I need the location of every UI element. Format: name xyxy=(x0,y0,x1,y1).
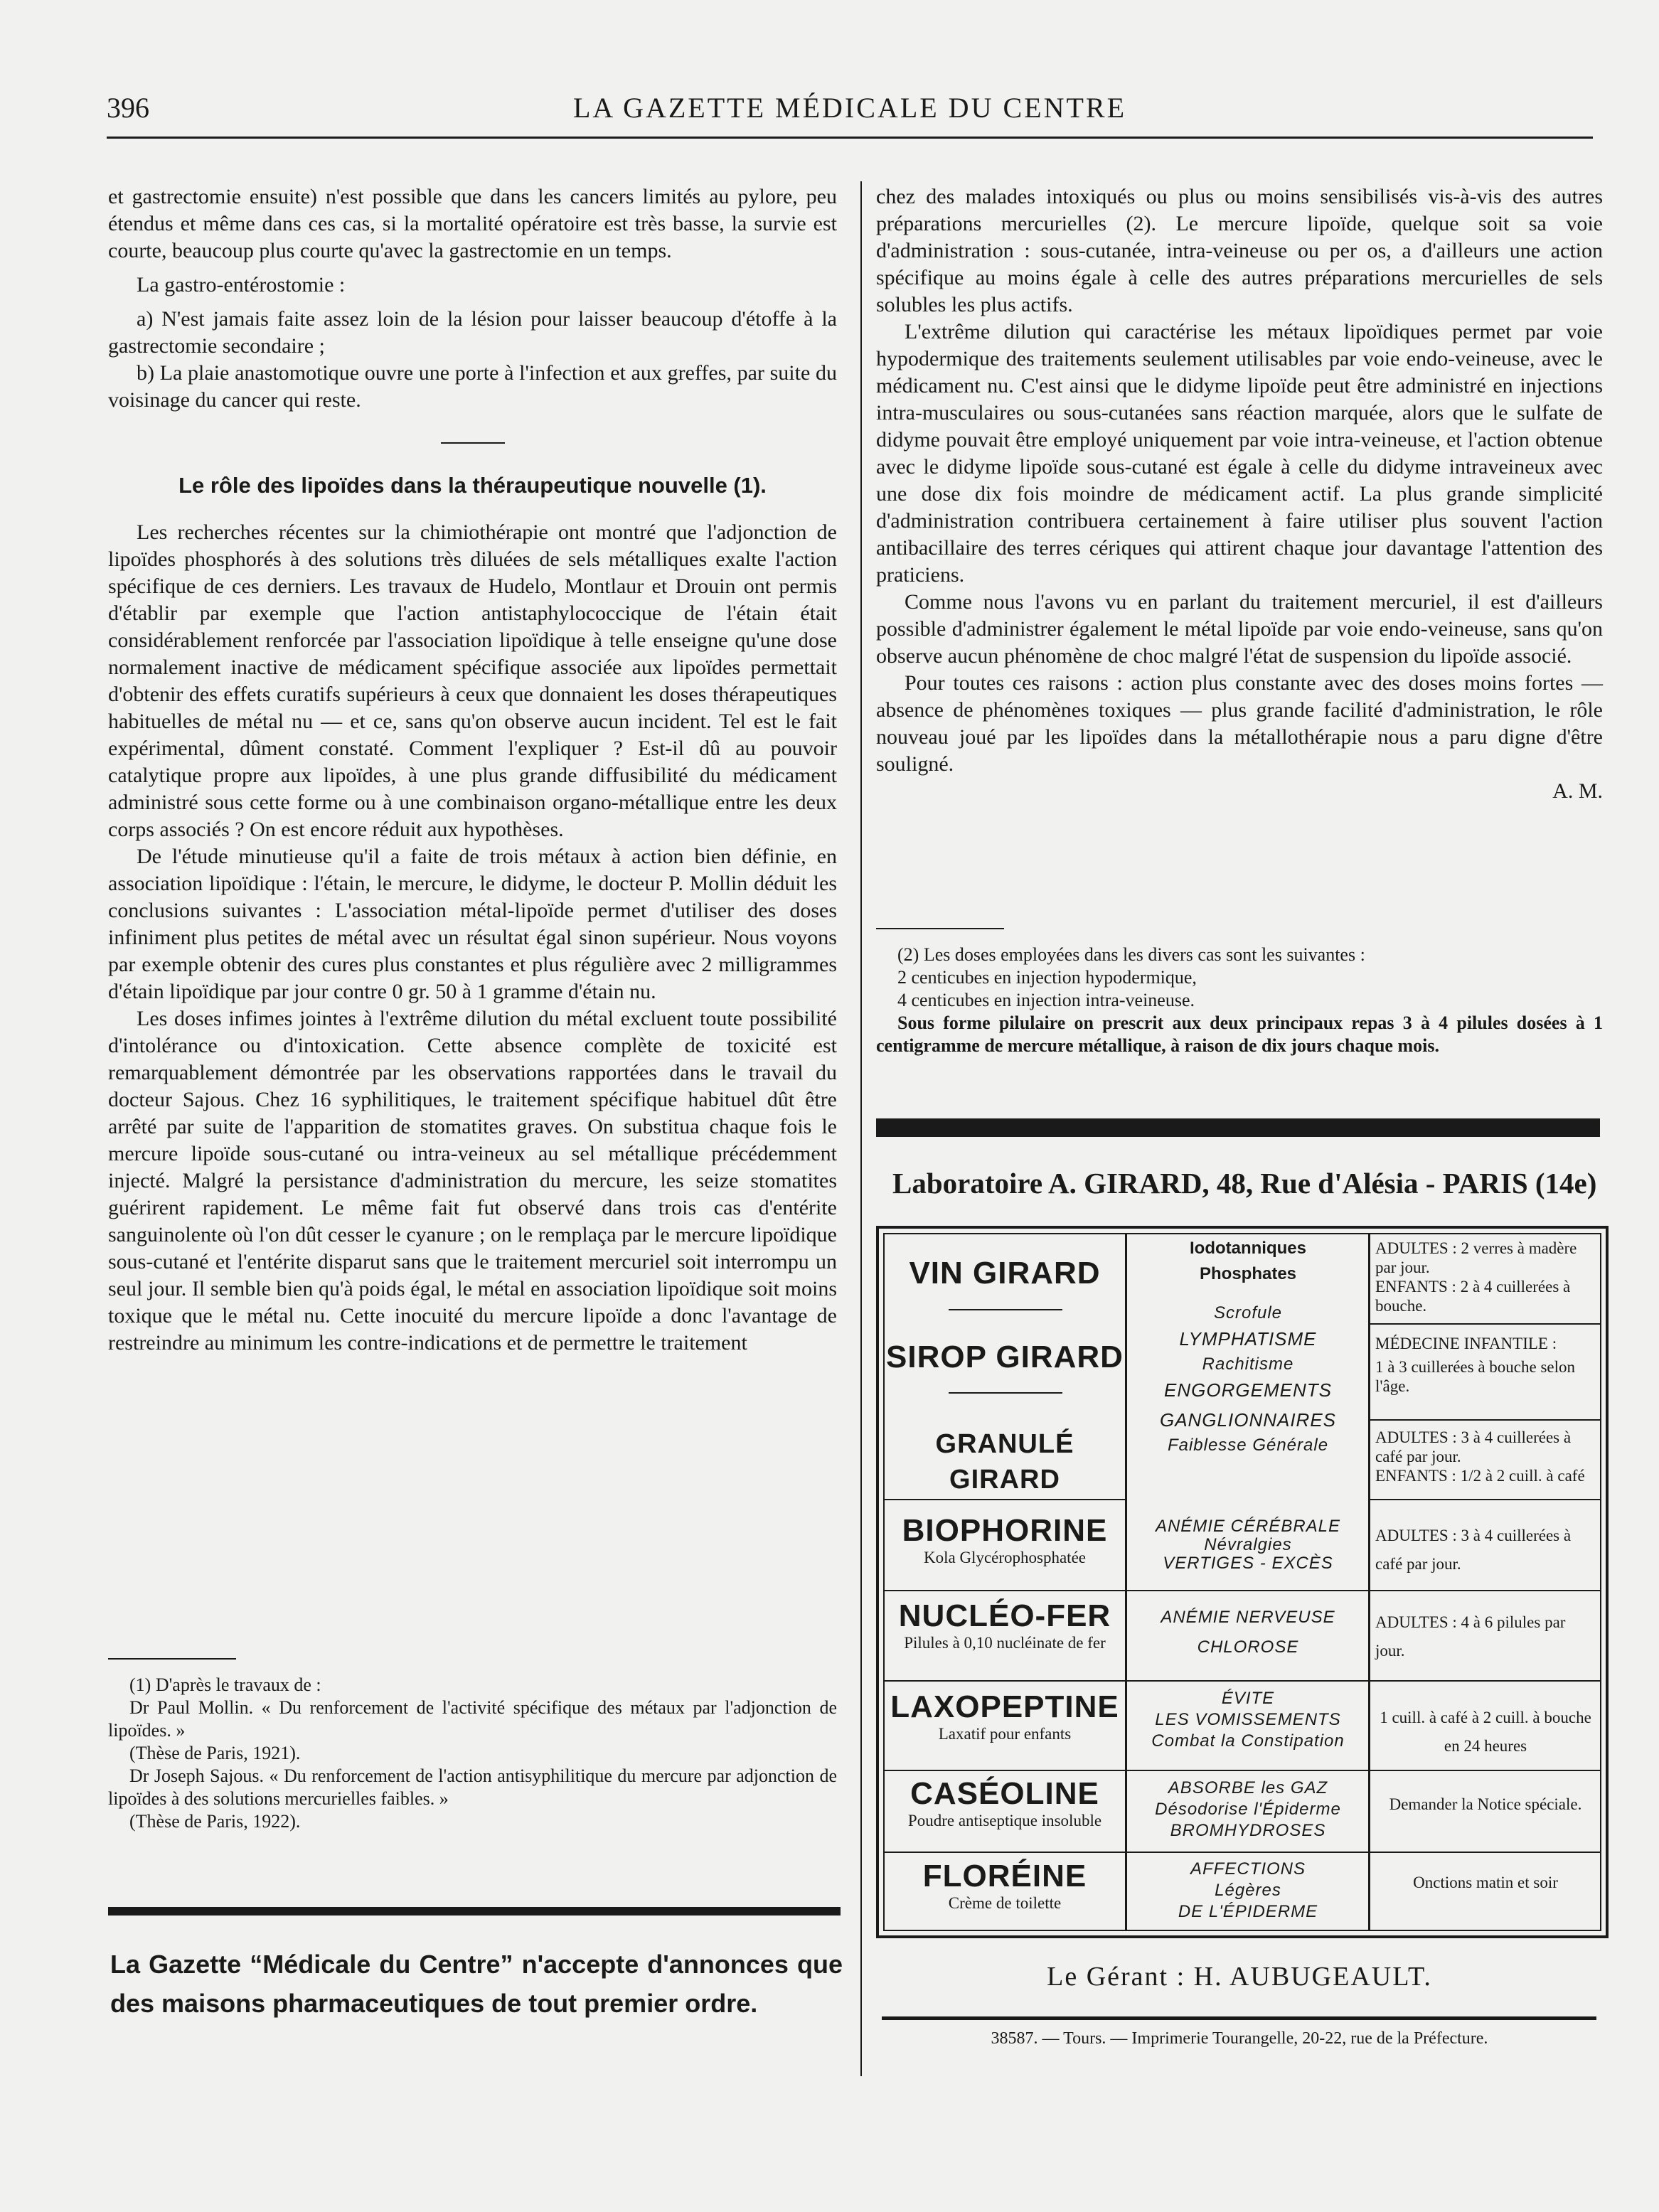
indications-floreine xyxy=(1130,1859,1366,1923)
dose-instructions xyxy=(1375,1704,1596,1760)
right-column xyxy=(876,183,1603,805)
indications-girard xyxy=(1130,1236,1366,1456)
product-laxopeptine xyxy=(885,1689,1125,1743)
paragraph: De l'étude minutieuse qu'il a faite de trois métaux à action bien définie, en association lipoïdique : l'étain, le mercure, le didyme, le docteur P. Mollin déduit les conclusions suivantes : L'association métal-lipoïde permet d'utiliser des doses infiniment plus petites de métal avec un résultat égal sinon supérieur. Nous voyons par exemple obtenir des cures plus constantes et plus régulière avec 2 milligrammes d'étain lipoïdique par jour contre 0 gr. 50 à 1 gramme d'étain nu. xyxy=(108,845,837,1003)
product-name: FLORÉINE xyxy=(922,1859,1087,1893)
column-line xyxy=(1125,1234,1127,1930)
footnote-rule xyxy=(876,928,1004,929)
product-biophorine xyxy=(885,1513,1125,1567)
dose-text: ADULTES : 3 à 4 cuillerées à café par jour. xyxy=(1375,1527,1572,1573)
indications-laxopeptine xyxy=(1130,1688,1366,1752)
indication-text: ABSORBE les GAZ xyxy=(1168,1778,1328,1797)
dose-divider xyxy=(1370,1499,1600,1500)
row-divider xyxy=(885,1590,1600,1591)
indication-text: LES VOMISSEMENTS xyxy=(1155,1710,1341,1729)
dose-text: MÉDECINE INFANTILE : xyxy=(1375,1335,1557,1352)
product-description: Pilules à 0,10 nucléinate de fer xyxy=(904,1634,1106,1652)
dose-instructions xyxy=(1375,1873,1596,1892)
indication-text: Névralgies xyxy=(1204,1535,1292,1554)
dose-instructions xyxy=(1375,1334,1596,1396)
indication-text: DE L'ÉPIDERME xyxy=(1178,1902,1318,1921)
footnote: (2) Les doses employées dans les divers cas sont les suivantes : xyxy=(897,944,1365,965)
section-separator xyxy=(441,442,505,444)
product-name: VIN GIRARD xyxy=(909,1256,1101,1291)
indications-biophorine xyxy=(1130,1516,1366,1574)
row-divider xyxy=(885,1852,1600,1853)
product-name: BIOPHORINE xyxy=(902,1513,1108,1548)
indication-text: AFFECTIONS xyxy=(1190,1859,1306,1879)
paragraph: L'extrême dilution qui caractérise les métaux lipoïdiques permet par voie hypodermique des traitements seulement utilisables par voie endo-veineuse, avec le médicament nu. C'est ainsi que le didyme lipoïde peut être administré en injections intra-musculaires ou sous-cutanées sans réaction marquée, alors que le sulfate de didyme pouvait être employé uniquement par voie intra-veineuse, et l'action obtenue avec le didyme lipoïde sous-cutané est égale à celle du didyme intraveineux avec une dose dix fois moindre de médicament actif. La plus grande simplicité d'administration contribuera certainement à faire utiliser plus souvent l'action antibacillaire des terres cériques qui attirent chaque jour davantage l'attention des praticiens. xyxy=(876,320,1603,587)
dose-text: 1 cuill. à café à 2 cuill. à bouche en 24 heures xyxy=(1380,1709,1591,1755)
indication-text: GANGLIONNAIRES xyxy=(1159,1409,1337,1431)
product-description: Poudre antiseptique insoluble xyxy=(907,1812,1102,1829)
footnote: (Thèse de Paris, 1922). xyxy=(129,1811,301,1832)
footnote: Dr Paul Mollin. « Du renforcement de l'activité spécifique des métaux par l'adjonction de lipoïdes. » xyxy=(108,1697,837,1741)
product-name: GRANULÉ GIRARD xyxy=(935,1429,1074,1495)
dose-text: ADULTES : 3 à 4 cuillerées à café par jour. xyxy=(1375,1428,1572,1465)
gerant-signature: Le Gérant : H. AUBUGEAULT. xyxy=(1047,1962,1432,1992)
paragraph: Pour toutes ces raisons : action plus constante avec des doses moins fortes — absence de phénomènes toxiques — plus grande facilité d'administration, le rôle nouveau joué par les lipoïdes dans la métallothérapie nous a paru digne d'être souligné. xyxy=(876,671,1603,776)
signature: A. M. xyxy=(1552,779,1603,803)
paragraph: La gastro-entérostomie : xyxy=(137,273,346,296)
footnote-rule xyxy=(108,1658,236,1660)
product-name: SIROP GIRARD xyxy=(886,1340,1124,1374)
product-sirop-girard xyxy=(885,1340,1125,1375)
indication-text: Faiblesse Générale xyxy=(1167,1436,1329,1455)
dose-instructions xyxy=(1375,1428,1596,1485)
dose-divider xyxy=(1370,1323,1600,1325)
left-footnotes xyxy=(108,1658,837,1833)
indications-caseoline xyxy=(1130,1778,1366,1842)
paragraph: chez des malades intoxiqués ou plus ou moins sensibilisés vis-à-vis des autres préparations mercurielles (2). Le mercure lipoïde, quelque soit sa voie d'administration : sous-cutanée, intra-veineuse ou per os, a d'ailleurs une action spécifique au moins égale à celle des autres préparations mercurielles de sels solubles les plus actifs. xyxy=(876,185,1603,316)
product-description: Crème de toilette xyxy=(948,1894,1062,1912)
journal-title: LA GAZETTE MÉDICALE DU CENTRE xyxy=(572,92,1126,124)
indication-text: ANÉMIE NERVEUSE xyxy=(1161,1608,1335,1627)
indication-text: ENGORGEMENTS xyxy=(1164,1379,1332,1401)
indication-text: Rachitisme xyxy=(1202,1355,1294,1374)
product-name: NUCLÉO-FER xyxy=(898,1598,1111,1633)
product-caseoline xyxy=(885,1776,1125,1830)
advert-inner-frame xyxy=(883,1233,1601,1931)
product-vin-girard xyxy=(885,1256,1125,1291)
advert-top-bar xyxy=(876,1118,1600,1137)
footnote: 2 centicubes en injection hypodermique, xyxy=(897,967,1197,988)
row-divider xyxy=(885,1499,1125,1500)
printer-line: 38587. — Tours. — Imprimerie Tourangelle, 20-22, rue de la Préfecture. xyxy=(991,2029,1488,2048)
paragraph: Les doses infimes jointes à l'extrême dilution du métal excluent toute possibilité d'intolérance ou d'intoxication. Cette absence complète de toxicité est remarquablement démontrée par les observations rapportées dans le travail du docteur Sajous. Chez 16 syphilitiques, le traitement spécifique habituel dût être arrêté par suite de l'apparition de stomatites graves. On substitua chaque fois le mercure lipoïde sous-cutané ou intra-veineux au sel métallique précédemment injecté. Malgré la persistance d'administration du mercure, les seize stomatites guérirent rapidement. Le même fait fut observé dans trois cas d'entérite sanguinolente où l'on dût cesser le cyanure ; on le remplaça par le mercure lipoïdique sous-cutané et l'entérite disparut sans que le traitement mercuriel soit interrompu un seul jour. Il semble bien qu'à poids égal, le métal en association lipoïdique soit moins toxique que le métal nu. Cette inocuité du mercure lipoïde a donc l'avantage de restreindre au minimum les contre-indications et de permettre le traitement xyxy=(108,1007,837,1355)
product-description: Kola Glycérophosphatée xyxy=(923,1549,1086,1566)
footnote-title: (1) D'après le travaux de : xyxy=(129,1674,321,1695)
row-divider xyxy=(885,1770,1600,1771)
footnote: Dr Joseph Sajous. « Du renforcement de l'action antisyphilitique du mercure par adjonction de lipoïdes à des solutions mercurielles faibles. » xyxy=(108,1765,837,1809)
product-description: Laxatif pour enfants xyxy=(938,1725,1072,1743)
indications-nucleo-fer xyxy=(1130,1603,1366,1662)
footnote: 4 centicubes en injection intra-veineuse. xyxy=(897,990,1195,1010)
dose-text: 1 à 3 cuillerées à bouche selon l'âge. xyxy=(1375,1358,1575,1395)
footnote: (Thèse de Paris, 1921). xyxy=(129,1743,301,1763)
page-number: 396 xyxy=(107,92,149,124)
header-rule xyxy=(107,137,1593,139)
indication-text: Légères xyxy=(1215,1881,1281,1900)
product-divider xyxy=(949,1309,1062,1310)
dose-text: Onctions matin et soir xyxy=(1413,1874,1558,1891)
dose-text: ENFANTS : 2 à 4 cuillerées à bouche. xyxy=(1375,1278,1571,1315)
paragraph: a) N'est jamais faite assez loin de la lésion pour laisser beaucoup d'étoffe à la gastrectomie secondaire ; xyxy=(108,307,837,358)
product-name: LAXOPEPTINE xyxy=(890,1689,1119,1724)
column-divider xyxy=(860,181,862,2076)
dose-instructions xyxy=(1375,1522,1596,1578)
indication-text: ÉVITE xyxy=(1221,1689,1275,1708)
left-column xyxy=(108,183,837,1357)
indication-text: Phosphates xyxy=(1199,1264,1297,1283)
indication-text: CHLOROSE xyxy=(1197,1637,1299,1657)
indication-text: Combat la Constipation xyxy=(1151,1731,1345,1751)
paragraph: Comme nous l'avons vu en parlant du traitement mercuriel, il est d'ailleurs possible d'administrer également le métal lipoïde par voie endo-veineuse, sans qu'on observe aucun phénomène de choc malgré l'état de suspension du lipoïde associé. xyxy=(876,590,1603,668)
indication-text: ANÉMIE CÉRÉBRALE xyxy=(1155,1517,1341,1536)
indication-text: VERTIGES - EXCÈS xyxy=(1163,1554,1333,1573)
paragraph: et gastrectomie ensuite) n'est possible que dans les cancers limités au pylore, peu étendus et même dans ces cas, si la mortalité opératoire est très basse, la survie est courte, beaucoup plus courte qu'avec la gastrectomie en un temps. xyxy=(108,185,837,262)
product-name: CASÉOLINE xyxy=(910,1776,1099,1811)
notice-rule xyxy=(108,1907,841,1916)
column-line xyxy=(1368,1234,1370,1930)
dose-instructions xyxy=(1375,1239,1596,1315)
laboratory-heading: Laboratoire A. GIRARD, 48, Rue d'Alésia - PARIS (14e) xyxy=(892,1167,1597,1199)
indication-text: Désodorise l'Épiderme xyxy=(1155,1800,1341,1819)
dose-text: ENFANTS : 1/2 à 2 cuill. à café xyxy=(1375,1467,1585,1485)
product-divider xyxy=(949,1392,1062,1394)
dose-instructions xyxy=(1375,1608,1596,1665)
dose-text: Demander la Notice spéciale. xyxy=(1389,1795,1582,1813)
paragraph: Les recherches récentes sur la chimiothérapie ont montré que l'adjonction de lipoïdes phosphorés à des solutions très diluées de sels métalliques exalte l'action spécifique de ces derniers. Les travaux de Hudelo, Montlaur et Drouin ont permis d'établir par exemple que l'action antistaphylococcique de l'étain était considérablement renforcée par l'association lipoïdique à telle enseigne qu'une dose normalement inactive de médicament spécifique associée aux lipoïdes permettait d'obtenir des effets curatifs supérieurs à ceux que donnaient les doses thérapeutiques habituelles de métal nu — et ce, sans qu'on observe aucun incident. Tel est le fait expérimental, dûment constaté. Comment l'expliquer ? Est-il dû au pouvoir catalytique propre aux lipoïdes, à une plus grande diffusibilité du médicament administré sous cette forme ou à une combinaison organo-métallique entre les deux corps associés ? On est encore réduit aux hypothèses. xyxy=(108,520,837,841)
footnote: Sous forme pilulaire on prescrit aux deux principaux repas 3 à 4 pilules dosées à 1 centigramme de mercure métallique, à raison de dix jours chaque mois. xyxy=(876,1013,1603,1056)
indication-text: Iodotanniques xyxy=(1190,1239,1306,1258)
section-title: Le rôle des lipoïdes dans la théraupeutique nouvelle (1). xyxy=(178,473,767,498)
product-floreine xyxy=(885,1859,1125,1913)
indication-text: Scrofule xyxy=(1213,1303,1283,1323)
row-divider xyxy=(885,1680,1600,1682)
dose-divider xyxy=(1370,1419,1600,1421)
indication-text: BROMHYDROSES xyxy=(1170,1821,1326,1840)
advert-box xyxy=(876,1226,1609,1938)
page-header xyxy=(107,91,1593,131)
product-granule-girard xyxy=(885,1426,1125,1497)
publisher-notice: La Gazette “Médicale du Centre” n'accepte d'annonces que des maisons pharmaceutiques de tout premier ordre. xyxy=(110,1950,843,2018)
right-footnotes xyxy=(876,928,1603,1057)
dose-instructions xyxy=(1375,1789,1596,1820)
dose-text: ADULTES : 4 à 6 pilules par jour. xyxy=(1375,1613,1566,1660)
footer-rule xyxy=(882,2016,1596,2020)
paragraph: b) La plaie anastomotique ouvre une porte à l'infection et aux greffes, par suite du voisinage du cancer qui reste. xyxy=(108,361,837,412)
dose-text: ADULTES : 2 verres à madère par jour. xyxy=(1375,1239,1577,1276)
product-nucleo-fer xyxy=(885,1598,1125,1652)
indication-text: LYMPHATISME xyxy=(1179,1328,1317,1350)
